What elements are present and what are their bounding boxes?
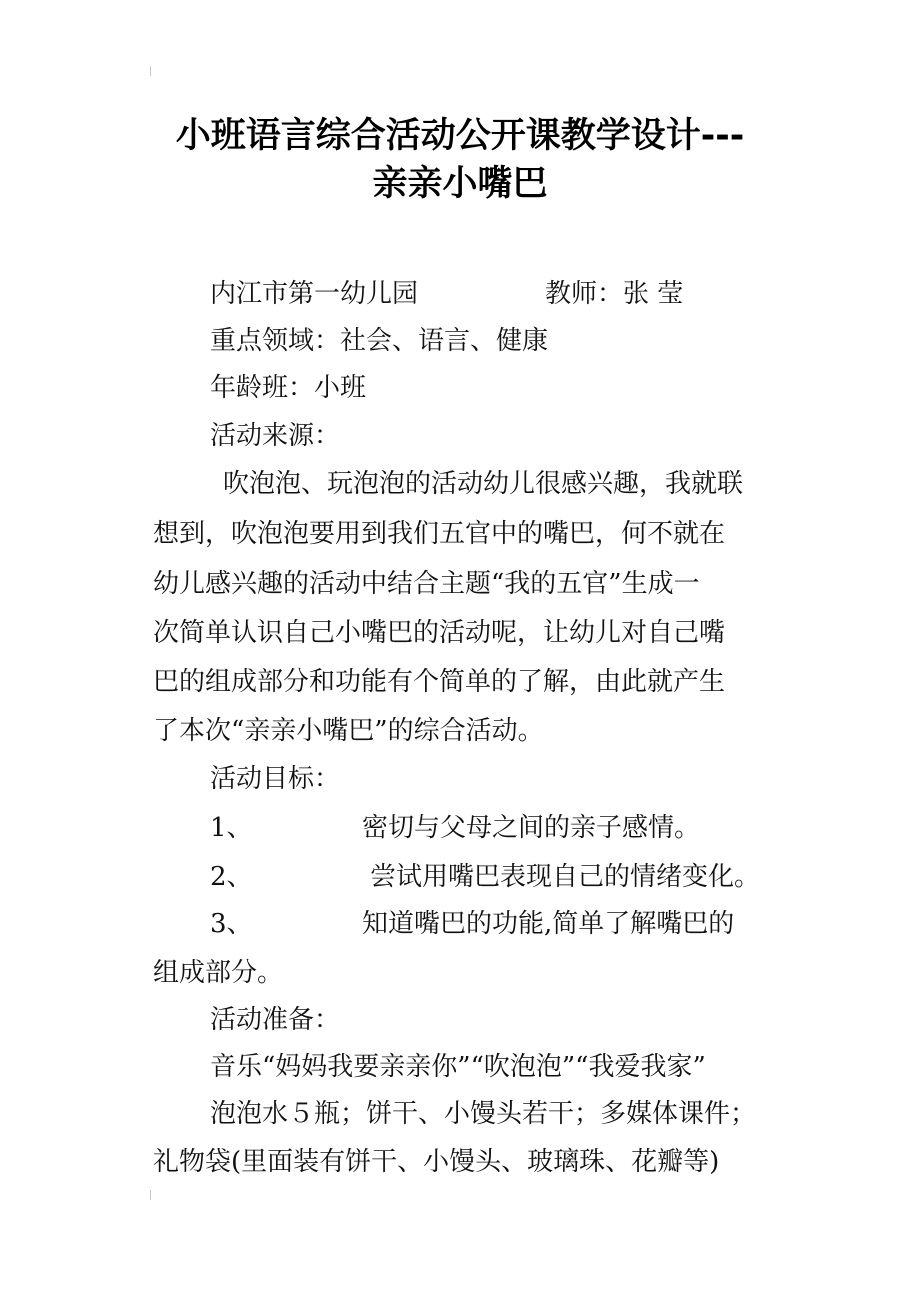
prep-heading: 活动准备： <box>210 1005 341 1035</box>
prep-music: 音乐“妈妈我要亲亲你”“吹泡泡”“我爱我家” <box>210 1052 706 1082</box>
source-paragraph-line: 吹泡泡、玩泡泡的活动幼儿很感兴趣，我就联 <box>223 469 744 499</box>
teacher-label: 教师： <box>545 279 624 309</box>
document-title-line1: 小班语言综合活动公开课教学设计--- <box>175 116 745 156</box>
goal-continuation: 组成部分。 <box>153 958 284 988</box>
focus-areas: 重点领域：社会、语言、健康 <box>210 326 549 356</box>
goal-number: 3、 <box>210 909 253 939</box>
crop-mark-bottom <box>150 1190 157 1200</box>
goal-text: 知道嘴巴的功能,简单了解嘴巴的 <box>362 909 735 939</box>
source-paragraph-line: 想到，吹泡泡要用到我们五官中的嘴巴，何不就在 <box>153 519 726 549</box>
crop-mark-top <box>150 66 157 76</box>
goals-heading: 活动目标： <box>210 764 341 794</box>
school-name: 内江市第一幼儿园 <box>210 279 419 309</box>
goal-number: 1、 <box>210 813 253 843</box>
age-class: 年龄班：小班 <box>210 373 367 403</box>
prep-materials-line: 礼物袋(里面装有饼干、小馒头、玻璃珠、花瓣等) <box>153 1147 720 1177</box>
source-paragraph-line: 了本次“亲亲小嘴巴”的综合活动。 <box>153 716 544 746</box>
source-paragraph-line: 次简单认识自己小嘴巴的活动呢，让幼儿对自己嘴 <box>153 618 726 648</box>
source-paragraph-line: 巴的组成部分和功能有个简单的了解，由此就产生 <box>153 667 726 697</box>
goal-text: 密切与父母之间的亲子感情。 <box>362 813 701 843</box>
source-paragraph-line: 幼儿感兴趣的活动中结合主题“我的五官”生成一 <box>153 569 700 599</box>
source-heading: 活动来源： <box>210 421 341 451</box>
goal-text: 尝试用嘴巴表现自己的情绪变化。 <box>370 862 761 892</box>
goal-number: 2、 <box>210 862 253 892</box>
prep-materials-line: 泡泡水５瓶；饼干、小馒头若干；多媒体课件； <box>210 1099 757 1129</box>
teacher-info <box>545 277 683 311</box>
teacher-name: 张 莹 <box>623 279 684 309</box>
document-title-line2: 亲亲小嘴巴 <box>372 164 548 204</box>
